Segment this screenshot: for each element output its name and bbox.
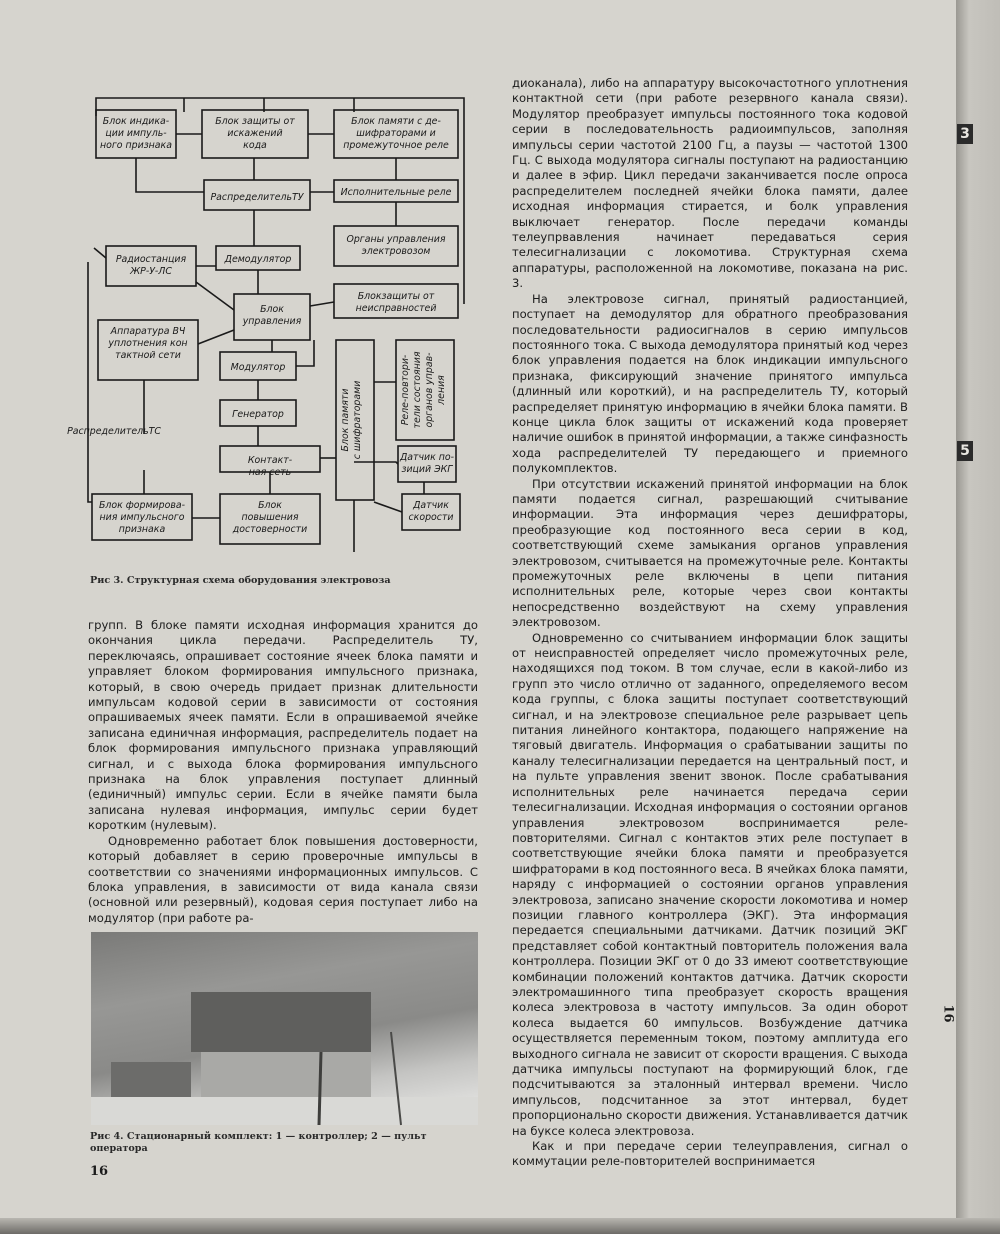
paragraph: При отсутствии искажений принятой информации на блок памяти подается сигнал, разрешающий считывание информации. Эта информация через дешифраторы, преобразующие код постоянного веса серии в код, соответствующий схеме замыкания органов управления электровозом, считывается на промежуточные реле. Контакты промежуточных реле включены в цепи питания исполнительных реле, которые через свои контакты непосредственно воздействуют на схему управления электровозом. (512, 476, 908, 630)
paragraph: Как и при передаче серии телеуправления, сигнал о коммутации реле-повторителей воспринимается (512, 1139, 908, 1169)
paragraph: Одновременно работает блок повышения достоверности, который добавляет в серию проверочные импульсы в соответствии со значениями информационных импульсов. С блока управления, в зависимости от вида канала связи (основной или резервный), кодовая серия поступает либо на модулятор (при работе ра- (88, 833, 478, 925)
diagram-label: шифраторами и (356, 128, 436, 139)
diagram-label: искажений (227, 128, 283, 139)
controller-cabinet (191, 992, 371, 1052)
table (91, 1097, 478, 1125)
diagram-label: ЖР-У-ЛС (130, 266, 172, 277)
diagram-label-vertical: Блок памяти (340, 388, 351, 452)
paragraph: групп. В блоке памяти исходная информация хранится до окончания цикла передачи. Распределитель ТУ, переключаясь, опрашивает состояние ячеек блока памяти и управляет блоком формирования импульсного признака, который, в свою очередь придает признак длительности импульсам кодовой серии в зависимости от состояния опрашиваемых ячеек памяти. Если в опрашиваемой ячейке записана единичная информация, распределитель подает на блок формирования импульсного признака управляющий сигнал, и с выхода блока формирования импульсного признака на блок управления поступает длинный (единичный) импульс серии. Если в ячейке памяти была записана нулевая информация, импульс серии будет коротким (нулевым). (88, 618, 478, 833)
connector (136, 158, 204, 192)
figure-4-caption: Рис 4. Стационарный комплект: 1 — контроллер; 2 — пульт оператора (90, 1131, 427, 1154)
connector (354, 462, 398, 464)
diagram-label: электровозом (361, 246, 431, 257)
page-edge (956, 0, 1000, 1234)
diagram-label: Модулятор (230, 362, 286, 373)
diagram-label: тактной сети (115, 350, 181, 361)
diagram-label: уплотнения кон (108, 338, 188, 349)
diagram-label: неисправностей (355, 303, 437, 314)
diagram-label: Контакт- (247, 455, 293, 466)
diagram-label: Блокзащиты от (357, 291, 435, 302)
connector (198, 330, 234, 344)
cabinet-front (201, 1052, 371, 1102)
diagram-label: зиций ЭКГ (401, 464, 453, 475)
diagram-label: РаспределительТС (67, 426, 161, 437)
diagram-label-vertical: органов управ- (424, 352, 435, 428)
diagram-label: Блок защиты от (215, 116, 295, 127)
connector (310, 302, 334, 306)
diagram-label: Исполнительные реле (340, 187, 452, 198)
diagram-label: Блок формирова- (98, 500, 186, 511)
diagram-label: Аппаратура ВЧ (110, 326, 186, 337)
figure-4-photo (91, 932, 478, 1125)
diagram-label-vertical: Реле-повтори- (400, 354, 411, 426)
diagram-label: РаспределительТУ (210, 192, 304, 203)
diagram-label: Генератор (232, 409, 284, 420)
diagram-label: ции импуль- (105, 128, 167, 139)
bottom-shadow (0, 1218, 1000, 1234)
margin-tab: 5 (957, 441, 973, 461)
diagram-label-vertical: ления (436, 375, 447, 405)
diagram-label: повышения (241, 512, 299, 523)
left-column-text (88, 618, 478, 926)
diagram-label: Датчик по- (399, 452, 455, 463)
page-number: 16 (90, 1164, 109, 1179)
diagram-label: кода (243, 140, 267, 151)
diagram-label: Блок (258, 500, 282, 511)
page-number-rotated: 16 (940, 1004, 956, 1023)
paragraph: диоканала), либо на аппаратуру высокочастотного уплотнения контактной сети (при работе резервного канала связи). Модулятор преобразует импульсы постоянного тока кодовой серии в последовательность радиоимпульсов, заполняя импульсы серии частотой 2100 Гц, а паузы — частотой 1300 Гц. С выхода модулятора сигналы поступают на радиостанцию и далее в эфир. Цикл передачи заканчивается после опроса распределителем последней ячейки блока памяти, далее исходная информация стирается, и болк управления выключает генератор. После передачи команды телеупрвавления начинает передаваться серия телесигнализации с локомотива. Структурная схема аппаратуры, расположенной на локомотиве, показана на рис. 3. (512, 76, 908, 291)
diagram-label: Блок памяти с де- (351, 116, 441, 127)
diagram-label: промежуточное реле (343, 140, 449, 151)
connector (196, 282, 234, 310)
diagram-label: скорости (408, 512, 454, 523)
diagram-label: Органы управления (346, 234, 446, 245)
diagram-label: ная сеть (248, 467, 292, 478)
diagram-label: ния импульсного (99, 512, 185, 523)
structure-diagram (67, 82, 484, 552)
diagram-label: управления (242, 316, 302, 327)
figure-3-caption: Рис 3. Структурная схема оборудования электровоза (90, 575, 391, 586)
cable (319, 1052, 321, 1125)
diagram-label-vertical: с шифраторами (352, 380, 363, 460)
connector (94, 248, 106, 258)
paragraph: Одновременно со считыванием информации блок защиты от неисправностей определяет число промежуточных реле, находящихся под током. В том случае, если в какой-либо из групп это число отлично от заданного, определяемого весом кода группы, с блока защиты поступает соответствующий сигнал, и на электровозе специальное реле разрывает цепь питания линейного контактора, подающего напряжение на тяговый двигатель. Информация о срабатывании защиты по каналу телесигнализации передается на центральный пост, и на пульте управления звенит звонок. После срабатывания исполнительных реле начинается передача серии телесигнализации. Исходная информация о состоянии органов управления электровозом воспринимается реле-повторителями. Сигнал с контактов этих реле поступает в соответствующие ячейки блока памяти и преобразуется шифраторами в код постоянного веса. В ячейках блока памяти, наряду с информацией о состоянии органов управления электровоза, записано значение скорости локомотива и номер позиции главного контроллера (ЭКГ). Эта информация передается специальными датчиками. Датчик позиций ЭКГ представляет собой контактный повторитель положения вала контроллера. Позиции ЭКГ от 0 до 33 имеют соответствующие комбинации положений контактов датчика. Датчик скорости электромашинного типа преобразует скорость вращения колеса электровоза в частоту импульсов. За один оборот колеса выдается 60 импульсов. Возбуждение датчика осуществляется переменным током, поэтому амплитуда его выходного сигнала не зависит от скорости вращения. С выхода датчика импульсы поступают на формирующий блок, где подсчитываются за эталонный интервал времени. Число импульсов, подсчитанное за этот интервал, будет пропорционально скорости движения. Устанавливается датчик на буксе колеса электровоза. (512, 630, 908, 1138)
diagram-label: Демодулятор (224, 254, 292, 265)
right-column-text (512, 76, 908, 1170)
margin-tab: 3 (957, 124, 973, 144)
diagram-label: признака (118, 524, 166, 535)
connector (374, 502, 402, 512)
diagram-label: ного признака (100, 140, 172, 151)
connector (88, 262, 92, 502)
paragraph: На электровозе сигнал, принятый радиостанцией, поступает на демодулятор для обратного преобразования последовательности радиосигналов в серию импульсов постоянного тока. С выхода демодулятора принятый код через блок управления подается на блок индикации импульсного признака, фиксирующий значение принятого импульса (длинный или короткий), и на распределитель ТУ, который распределяет принятую информацию в ячейки блока памяти. В конце цикла блок защиты от искажений кода проверяет наличие ошибок в принятой информации, а также синфазность хода распределителей ТУ передающего и приемного полукомплектов. (512, 291, 908, 476)
diagram-label-vertical: тели состояния (412, 351, 423, 429)
diagram-label: Блок индика- (102, 116, 170, 127)
diagram-label: Блок (260, 304, 284, 315)
operator-console (111, 1062, 191, 1102)
diagram-label: Радиостанция (115, 254, 187, 265)
diagram-label: Датчик (413, 500, 449, 511)
connector (296, 340, 314, 366)
diagram-label: достоверности (232, 524, 308, 535)
